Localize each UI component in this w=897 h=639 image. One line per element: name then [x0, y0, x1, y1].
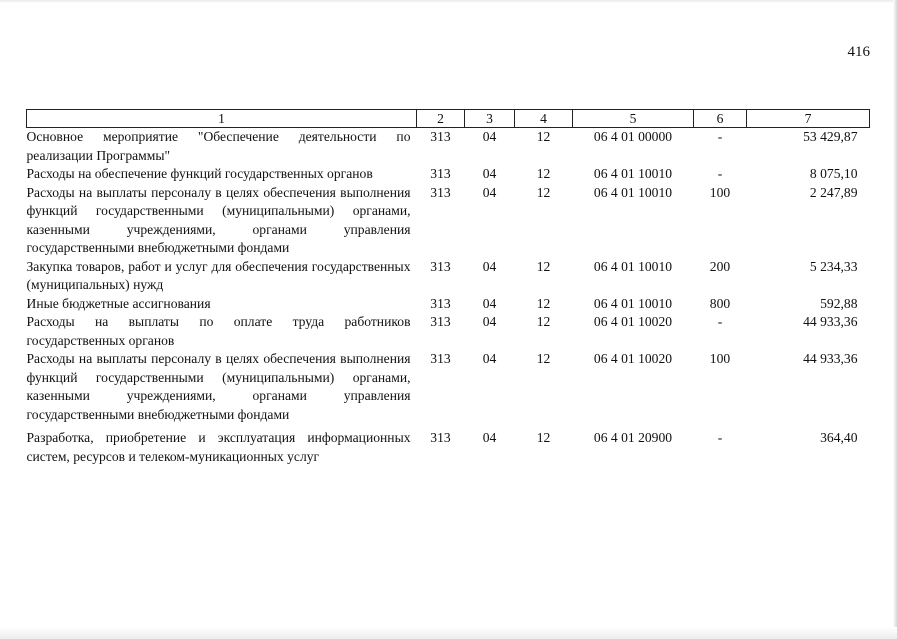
section-code: 04: [482, 295, 497, 311]
column-header-1: 1: [27, 110, 417, 128]
section-code: 04: [482, 184, 497, 200]
expense-type-code: -: [717, 314, 723, 329]
section-code: 04: [482, 166, 497, 181]
expense-name: Расходы на обеспечение функций государственных органов: [26, 166, 373, 181]
ministry-code: 313: [430, 184, 451, 200]
expense-name: Иные бюджетные ассигнования: [26, 295, 211, 311]
expense-type-code: 100: [709, 351, 731, 366]
scan-edge-top: [0, 0, 897, 3]
expense-name: Разработка, приобретение и эксплуатация информационных систем, ресурсов и телеком-муникационных услуг: [26, 430, 411, 464]
expense-type-code: 800: [709, 295, 731, 311]
target-article-code: 06 4 01 10010: [593, 295, 673, 311]
table-row: [27, 128, 870, 166]
amount: 592,88: [820, 295, 858, 311]
expense-name: Основное мероприятие "Обеспечение деятельности по реализации Программы": [26, 129, 411, 163]
section-code: 04: [482, 258, 497, 274]
amount: 5 234,33: [809, 258, 858, 274]
ministry-code: 313: [430, 430, 451, 445]
subsection-code: 12: [536, 295, 551, 311]
table-row: [27, 258, 870, 295]
target-article-code: 06 4 01 10010: [593, 166, 673, 181]
expense-type-code: 200: [709, 258, 731, 274]
column-header-6: 6: [694, 110, 747, 128]
page-number: 416: [847, 44, 870, 60]
scan-edge-bottom: [0, 627, 897, 639]
target-article-code: 06 4 01 10020: [593, 351, 673, 366]
target-article-code: 06 4 01 10020: [593, 314, 673, 329]
table-header-row: [27, 110, 870, 128]
target-article-code: 06 4 01 10010: [593, 184, 673, 200]
column-header-4: 4: [515, 110, 573, 128]
ministry-code: 313: [430, 166, 451, 181]
amount: 2 247,89: [809, 184, 858, 200]
section-code: 04: [482, 351, 497, 366]
table-row: [27, 165, 870, 184]
subsection-code: 12: [536, 314, 551, 329]
table-row: [27, 350, 870, 429]
target-article-code: 06 4 01 20900: [593, 430, 673, 445]
table-row: [27, 429, 870, 466]
table-row: [27, 295, 870, 314]
ministry-code: 313: [430, 351, 451, 366]
table-row: [27, 184, 870, 258]
expense-type-code: -: [717, 129, 723, 144]
column-header-2: 2: [417, 110, 465, 128]
subsection-code: 12: [536, 430, 551, 445]
section-code: 04: [482, 314, 497, 329]
expense-name: Расходы на выплаты по оплате труда работников государственных органов: [26, 314, 411, 348]
column-header-3: 3: [465, 110, 515, 128]
amount: 44 933,36: [803, 314, 858, 329]
target-article-code: 06 4 01 10010: [593, 258, 673, 274]
column-header-7: 7: [747, 110, 870, 128]
scan-edge-right: [893, 0, 897, 639]
table-row: [27, 313, 870, 350]
amount: 364,40: [820, 430, 858, 445]
subsection-code: 12: [536, 351, 551, 366]
expense-name: Расходы на выплаты персоналу в целях обеспечения выполнения функций государственными (муниципальными) органами, казенными учреждениями, органами управления государственными внебюджетными фондами: [26, 351, 411, 422]
expense-type-code: -: [717, 166, 723, 181]
amount: 53 429,87: [803, 129, 858, 144]
section-code: 04: [482, 430, 497, 445]
subsection-code: 12: [536, 258, 551, 274]
expense-name: Закупка товаров, работ и услуг для обеспечения государственных (муниципальных) нужд: [26, 258, 411, 292]
ministry-code: 313: [430, 258, 451, 274]
amount: 8 075,10: [809, 166, 858, 181]
subsection-code: 12: [536, 129, 551, 144]
section-code: 04: [482, 129, 497, 144]
ministry-code: 313: [430, 129, 451, 144]
target-article-code: 06 4 01 00000: [593, 129, 673, 144]
budget-table: [26, 109, 870, 466]
ministry-code: 313: [430, 314, 451, 329]
subsection-code: 12: [536, 184, 551, 200]
expense-name: Расходы на выплаты персоналу в целях обеспечения выполнения функций государственными (муниципальными) органами, казенными учреждениями, органами управления государственными внебюджетными фондами: [26, 184, 411, 255]
ministry-code: 313: [430, 295, 451, 311]
expense-type-code: 100: [709, 184, 731, 200]
subsection-code: 12: [536, 166, 551, 181]
amount: 44 933,36: [803, 351, 858, 366]
column-header-5: 5: [573, 110, 694, 128]
expense-type-code: -: [717, 430, 723, 445]
